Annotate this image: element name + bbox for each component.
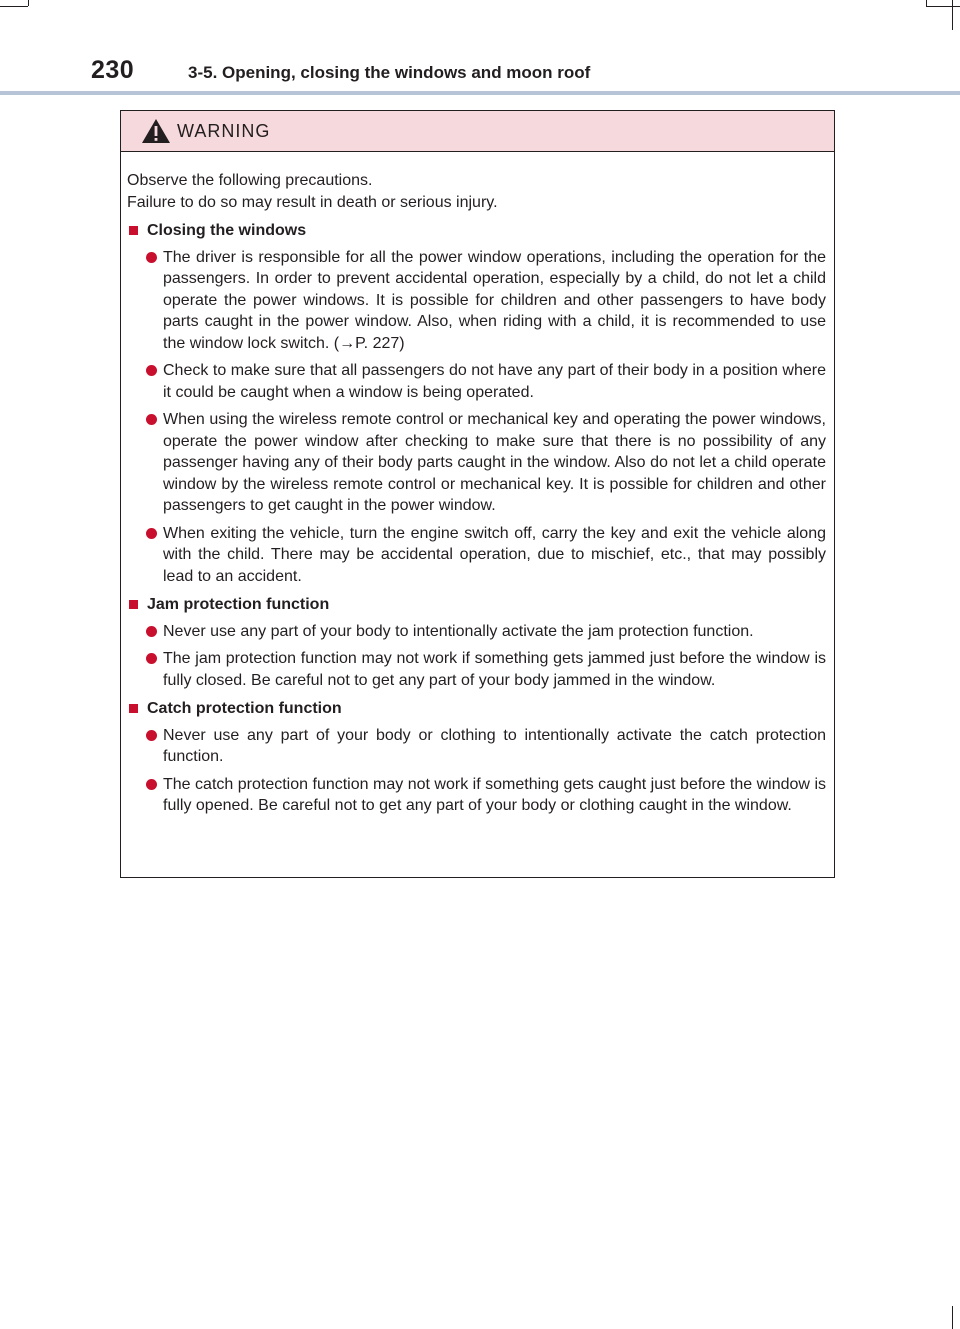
section-heading-label: Catch protection function [147,700,342,717]
section-jam-protection [127,594,826,691]
list-item-text: When exiting the vehicle, turn the engine switch off, carry the key and exit the vehicle along with the child. There may be accidental operation, due to mischief, etc., that may possibly lead to an accident. [163,524,826,585]
list-item-text: Never use any part of your body to intentionally activate the jam protection function. [163,622,754,640]
list-item-text: The jam protection function may not work if something gets jammed just before the window is fully closed. Be careful not to get any part of your body jammed in the window. [163,650,826,689]
round-bullet-icon [146,653,157,664]
section-heading-label: Closing the windows [147,222,307,239]
section-catch-protection [127,698,826,817]
square-bullet-icon [129,704,138,713]
square-bullet-icon [129,600,138,609]
page-number: 230 [91,56,135,84]
warning-box [120,110,835,878]
round-bullet-icon [146,252,157,263]
list-item-text: The catch protection function may not work if something gets caught just before the window is fully opened. Be careful not to get any part of your body or clothing caught in the window. [163,775,826,814]
list-item [127,523,826,588]
section-closing-windows [127,220,826,587]
list-item [127,247,826,355]
list-item [127,409,826,517]
warning-title: WARNING [177,121,271,141]
warning-header [121,111,834,152]
section-heading [127,698,826,720]
warning-body [121,152,834,817]
intro-line: Failure to do so may result in death or serious injury. [127,193,498,211]
square-bullet-icon [129,226,138,235]
list-item-text: Never use any part of your body or clothing to intentionally activate the catch protection function. [163,726,826,765]
section-heading-label: Jam protection function [147,596,330,613]
intro-line: Observe the following precautions. [127,172,373,189]
crop-mark [952,1306,953,1329]
round-bullet-icon [146,365,157,376]
list-item [127,648,826,691]
section-heading [127,220,826,242]
page-header [0,0,960,96]
warning-intro [127,170,826,213]
list-item-text: The driver is responsible for all the power window operations, including the operation for the passengers. In order to prevent accidental operation, especially by a child, do not let a child operate the power windows. It is possible for children and other passengers to have body parts caught in the power window. Also, when riding with a child, it is recommended to use the window lock switch. (→P. 227) [163,248,826,352]
round-bullet-icon [146,414,157,425]
list-item [127,774,826,817]
header-rule [0,91,960,95]
round-bullet-icon [146,779,157,790]
round-bullet-icon [146,626,157,637]
list-item [127,360,826,403]
round-bullet-icon [146,528,157,539]
chapter-title: 3-5. Opening, closing the windows and moon roof [188,63,591,82]
list-item-text: Check to make sure that all passengers do not have any part of their body in a position where it could be caught when a window is being operated. [163,362,826,401]
warning-triangle-icon [141,118,171,144]
section-heading [127,594,826,616]
list-item [127,725,826,768]
round-bullet-icon [146,730,157,741]
list-item [127,621,826,643]
list-item-text: When using the wireless remote control or mechanical key and operating the power windows, operate the power window after checking to make sure that there is no possibility of any passenger having any of their body parts caught in the window. Also do not let a child operate window by the wireless remote control or mechanical key. It is possible for children and other passengers to get caught in the power window. [163,411,826,514]
